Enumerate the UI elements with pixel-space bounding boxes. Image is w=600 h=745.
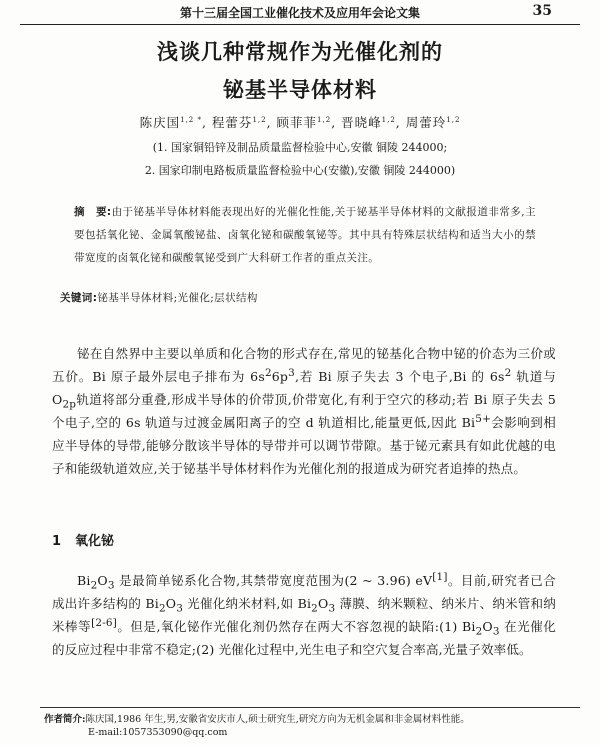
- keywords-text: 铋基半导体材料;光催化;层状结构: [97, 292, 258, 304]
- text-run: O: [482, 619, 493, 634]
- author: 周蕾玲: [405, 115, 447, 130]
- subscript: 2: [311, 602, 318, 615]
- subscript: 3: [492, 625, 500, 638]
- text-run: 会影响到相应半导体的导带,能够分散该半导体的导带并可以调节带隙。基于铋元素具有如此优越的电子和能级轨道效应,关于铋基半导体材料作为光催化剂的报道成为研究者追捧的热点。: [52, 415, 556, 476]
- text-run: 薄膜、纳米颗粒、纳米片、纳米管和纳米棒等: [52, 596, 556, 634]
- author: 晋晓峰: [341, 115, 382, 130]
- text-run: 。但是,氧化铋作光催化剂仍然存在两大不容忽视的缺陷:(1) Bi: [117, 619, 476, 634]
- running-header: [20, 0, 580, 25]
- section-title: 氧化铋: [75, 534, 115, 549]
- paper-title-line-2: 铋基半导体材料: [223, 78, 377, 102]
- text-run: 光催化纳米材料,如 Bi: [183, 596, 312, 611]
- author-affil-mark: 1,2 *: [180, 115, 202, 124]
- paper-title-line-1: 浅谈几种常规作为光催化剂的: [157, 40, 443, 64]
- author-affil-mark: 1,2: [252, 115, 267, 124]
- abstract-label: 摘 要:: [74, 206, 112, 218]
- abstract-text: 由于铋基半导体材料能表现出好的光催化性能,关于铋基半导体材料的文献报道非常多,主要包括氧化铋、金属氧酸铋盐、卤氧化铋和碳酸氧铋等。其中具有特殊层状结构和适当大小的禁带宽度的卤氧化铋和碳酸氧铋受到广大科研工作者的重点关注。: [74, 206, 536, 265]
- subscript: 2: [158, 602, 166, 615]
- subscript: 3: [176, 602, 184, 615]
- text-run: O: [318, 596, 329, 611]
- subscript: 3: [328, 602, 336, 615]
- citation: [1]: [432, 570, 448, 583]
- abstract: [74, 201, 536, 271]
- text-run: O: [97, 573, 108, 588]
- subscript: 2: [90, 579, 98, 592]
- footnote-divider: [40, 707, 580, 708]
- subscript: 2: [475, 625, 483, 638]
- author-list: 陈庆国$^{1,2 *}$, 程蕾芬$^{1,2}$, 顾菲菲$^{1,2}$, 晋晓峰$^{1,2}$, 周蕾玲$^{1,2}$: [139, 115, 461, 130]
- author-bio-footnote: [44, 711, 580, 725]
- subscript: 2p: [62, 398, 77, 411]
- author: 顾菲菲: [276, 115, 318, 130]
- footnote-text: 陈庆国,1986 年生,男,安徽省安庆市人,硕士研究生,研究方向为无机金属和非金属材料性能。: [85, 714, 470, 725]
- author-affil-mark: 1,2: [317, 115, 332, 124]
- superscript: 2: [264, 366, 272, 379]
- footnote-label: 作者简介:: [44, 714, 86, 725]
- intro-paragraph: [52, 342, 556, 480]
- author-affil-mark: 1,2: [381, 115, 396, 124]
- affiliation-1: (1. 国家铜铅锌及制品质量监督检验中心,安徽 铜陵 244000;: [152, 141, 448, 154]
- section-heading: [52, 530, 114, 549]
- text-run: 在光催化的反应过程中非常不稳定;(2) 光催化过程中,光生电子和空穴复合率高,光量子效率低。: [52, 619, 556, 657]
- keywords-label: 关键词:: [60, 292, 98, 304]
- author-email: E-mail:1057353090@qq.com: [88, 727, 228, 738]
- text-run: O: [165, 596, 177, 611]
- author-affil-mark: 1,2: [446, 115, 461, 124]
- text-run: 轨道与 O: [52, 369, 556, 407]
- superscript: 3: [288, 366, 295, 379]
- section-number: 1: [52, 534, 62, 549]
- superscript: 5+: [475, 412, 491, 425]
- running-title: 第十三届全国工业催化技术及应用年会论文集: [179, 5, 420, 20]
- text-run: Bi: [77, 573, 91, 588]
- author: 程蕾芬: [211, 115, 253, 130]
- superscript: 2: [504, 366, 512, 379]
- affiliation-2: 2. 国家印制电路板质量监督检验中心(安徽),安徽 铜陵 244000): [144, 164, 456, 177]
- text-run: 。目前,研究者已合成出许多结构的 Bi: [52, 573, 556, 611]
- text-run: 轨道将部分重叠,形成半导体的价带顶,价带宽化,有利于空穴的移动;若 Bi 原子失去 5 个电子,空的 6s 轨道与过渡金属阳离子的空 d 轨道相比,能量更低,因此 Bi: [52, 392, 556, 430]
- text-run: ,若 Bi 原子失去 3 个电子,Bi 的 6s: [294, 369, 505, 384]
- citation: [2-6]: [91, 616, 118, 629]
- text-run: 6p: [271, 369, 289, 384]
- text-run: 是最简单铋系化合物,其禁带宽度范围为(2 ~ 3.96) eV: [114, 573, 433, 588]
- text-run: 铋在自然界中主要以单质和化合物的形式存在,常见的铋基化合物中铋的价态为三价或五价。Bi 原子最外层电子排布为 6s: [52, 346, 556, 384]
- subscript: 3: [107, 579, 115, 592]
- author: 陈庆国: [139, 115, 181, 130]
- keywords: [60, 290, 550, 305]
- bismuth-oxide-paragraph: [52, 569, 556, 661]
- page-number: 35: [532, 3, 552, 19]
